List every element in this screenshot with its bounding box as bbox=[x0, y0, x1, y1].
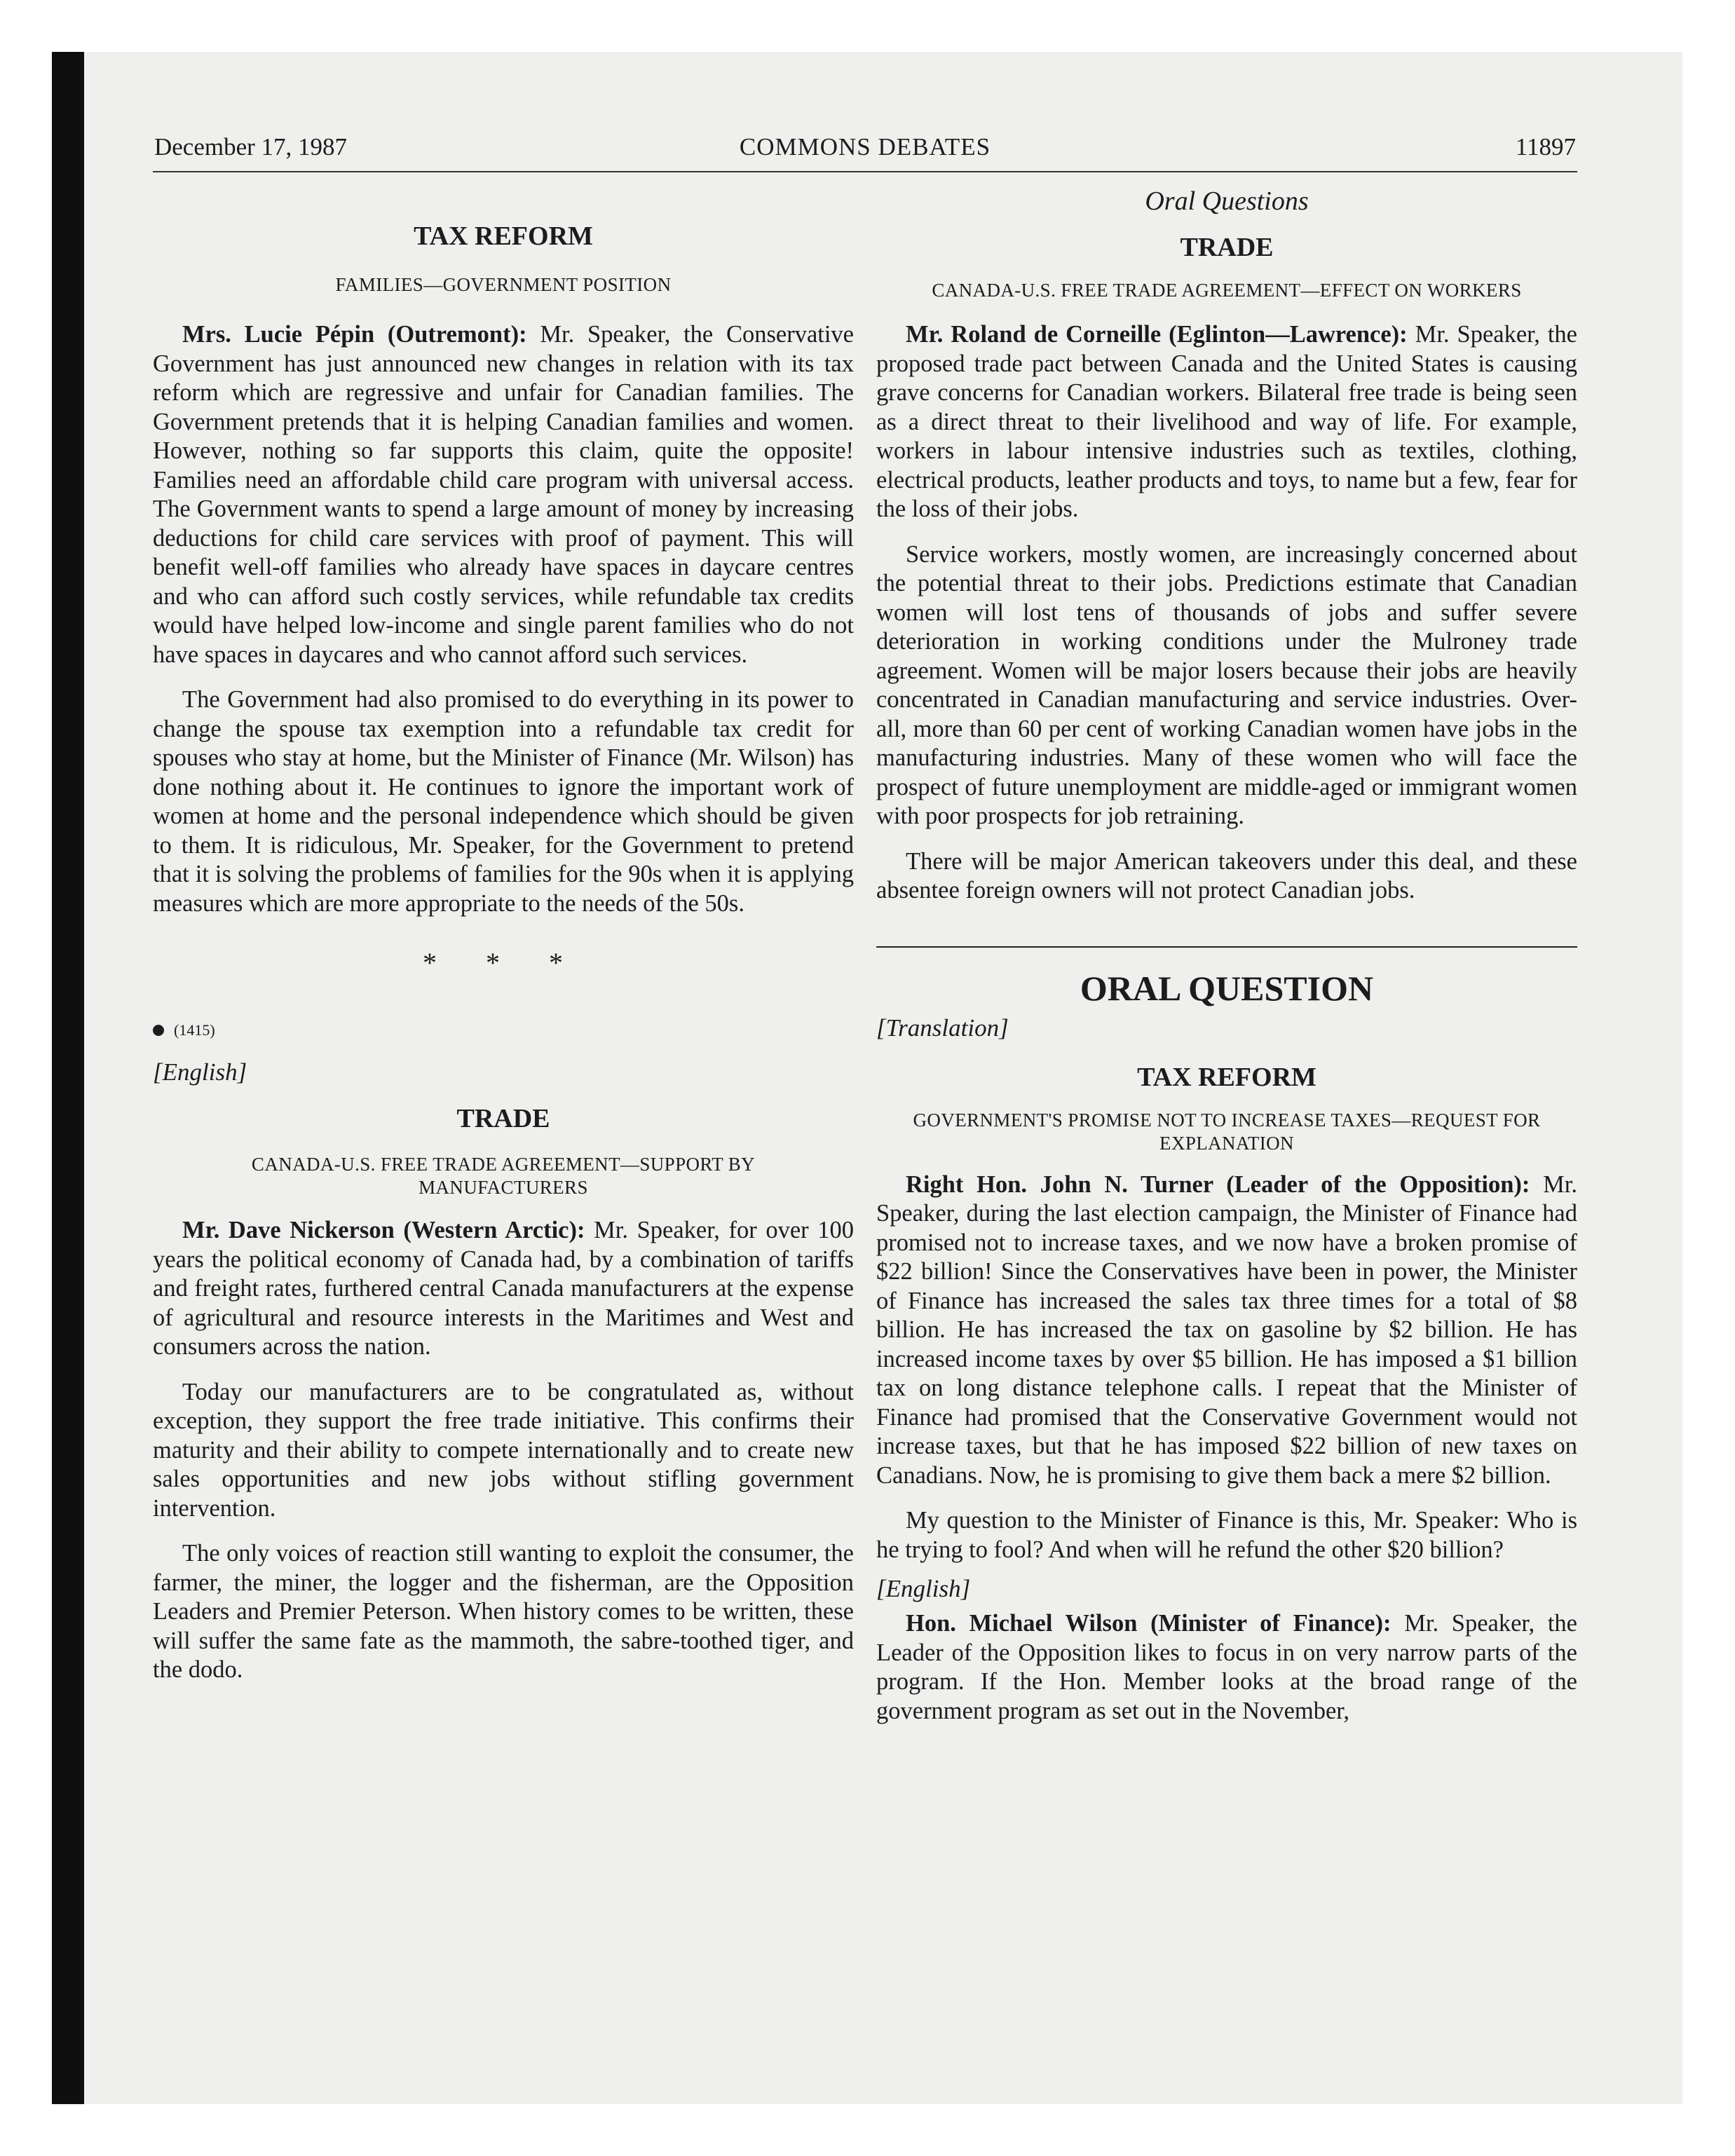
speech-paragraph bbox=[153, 320, 854, 669]
binding-edge bbox=[52, 52, 84, 2104]
speaker-name: Hon. Michael Wilson (Minister of Finance): bbox=[906, 1610, 1392, 1637]
section-topic: TRADE bbox=[1180, 233, 1274, 262]
section-subtopic: GOVERNMENT'S PROMISE NOT TO INCREASE TAXES—REQUEST FOR EXPLANATION bbox=[913, 1109, 1541, 1154]
speaker-name: Mrs. Lucie Pépin (Outremont): bbox=[182, 321, 527, 348]
speech-paragraph: The only voices of reaction still wanting to exploit the consumer, the farmer, the miner, the logger and the fisherman, are the Opposition Leaders and Premier Peterson. When history comes to be written, these will suffer the same fate as the mammoth, the sabre-toothed tiger, and the dodo. bbox=[153, 1540, 854, 1683]
speech-paragraph: There will be major American takeovers under this deal, and these absentee foreign owners will not protect Canadian jobs. bbox=[876, 847, 1577, 903]
language-marker: [Translation] bbox=[876, 1014, 1009, 1042]
oral-question-heading: ORAL QUESTION bbox=[1080, 968, 1374, 1008]
timestamp bbox=[153, 1021, 854, 1039]
speech-paragraph bbox=[876, 1609, 1577, 1726]
timestamp-text: (1415) bbox=[174, 1021, 215, 1039]
language-marker: [English] bbox=[153, 1058, 247, 1086]
section-separator: * * * bbox=[423, 947, 584, 978]
speech-paragraph: Today our manufacturers are to be congratulated as, without exception, they support the free trade initiative. This confirms their maturity and their ability to compete internationally and to create new sales opportunities and new jobs without stifling government intervention. bbox=[153, 1378, 854, 1522]
header-title: COMMONS DEBATES bbox=[739, 133, 991, 161]
language-marker: [English] bbox=[876, 1575, 971, 1602]
running-head: Oral Questions bbox=[1145, 186, 1309, 216]
header-page-number: 11897 bbox=[1515, 133, 1576, 161]
section-subtopic: CANADA-U.S. FREE TRADE AGREEMENT—SUPPORT BY MANUFACTURERS bbox=[251, 1154, 756, 1198]
speech-paragraph bbox=[876, 320, 1577, 524]
speech-paragraph bbox=[876, 1171, 1577, 1491]
section-subtopic: FAMILIES—GOVERNMENT POSITION bbox=[335, 274, 672, 295]
bullet-icon bbox=[153, 1025, 164, 1036]
speech-paragraph: Service workers, mostly women, are increasingly concerned about the potential threat to their jobs. Predictions estimate that Canadian women will lost tens of thousands of jobs and suffer severe deterioration in working conditions under the Mulroney trade agreement. Women will be major losers because their jobs are heavily concentrated in Canadian manufacturing and service industries. Over-all, more than 60 per cent of working Canadian women have jobs in the manufacturing industries. Many of these women who will face the prospect of future unemployment are middle-aged or immigrant women with poor prospects for job retraining. bbox=[876, 540, 1577, 829]
page-header bbox=[153, 129, 1577, 172]
header-date: December 17, 1987 bbox=[154, 133, 348, 161]
speech-text: Mr. Speaker, the Leader of the Opposition likes to focus in on very narrow parts of the program. If the Hon. Member looks at the broad range of the government program as set out in the November, bbox=[876, 1610, 1577, 1724]
section-subtopic: CANADA-U.S. FREE TRADE AGREEMENT—EFFECT ON WORKERS bbox=[932, 280, 1522, 301]
section-topic: TAX REFORM bbox=[1137, 1062, 1316, 1092]
speech-text: Mr. Speaker, for over 100 years the political economy of Canada had, by a combination of tariffs and freight rates, furthered central Canada manufacturers at the expense of agricultural and resource interests in the Maritimes and West and consumers across the nation. bbox=[153, 1217, 855, 1360]
speaker-name: Mr. Roland de Corneille (Eglinton—Lawrence): bbox=[906, 321, 1408, 348]
speech-text: Mr. Speaker, during the last election campaign, the Minister of Finance had promised not to increase taxes, and we now have a broken promise of $22 billion! Since the Conservatives have been in power, the Minister of Finance has increased the sales tax three times for a total of $8 billion. He has increased the tax on gasoline by $2 billion. He has increased income taxes by over $5 billion. He has imposed a $1 billion tax on long distance telephone calls. I repeat that the Minister of Finance had promised that the Conservative Government would not increase taxes, but that he has imposed $22 billion of new taxes on Canadians. Now, he is promising to give them back a mere $2 billion. bbox=[876, 1171, 1578, 1489]
speech-text: Mr. Speaker, the Conservative Government has just announced new changes in relation with its tax reform which are regressive and unfair for Canadian families. The Government pretends that it is helping Canadian families and women. However, nothing so far supports this claim, quite the opposite! Families need an affordable child care program with universal access. The Government wants to spend a large amount of money by increasing deductions for child care services with proof of payment. This will benefit well-off families who already have spaces in daycare centres and who can afford such costly services, while refundable tax credits would have helped low-income and single parent families who do not have spaces in daycares and who cannot afford such services. bbox=[153, 321, 854, 668]
speech-paragraph: The Government had also promised to do everything in its power to change the spouse tax exemption into a refundable tax credit for spouses who stay at home, but the Minister of Finance (Mr. Wilson) has done nothing about it. He continues to ignore the important work of women at home and the personal independence which should be given to them. It is ridiculous, Mr. Speaker, for the Government to pretend that it is solving the problems of families for the 90s when it is applying measures which are more appropriate to the needs of the 50s. bbox=[153, 686, 854, 917]
speech-paragraph: My question to the Minister of Finance is this, Mr. Speaker: Who is he trying to fool? And when will he refund the other $20 billion? bbox=[876, 1507, 1577, 1563]
speech-paragraph bbox=[153, 1216, 854, 1362]
section-topic: TRADE bbox=[456, 1104, 550, 1133]
section-topic: TAX REFORM bbox=[414, 221, 593, 251]
speech-text: Mr. Speaker, the proposed trade pact between Canada and the United States is causing grave concerns for Canadian workers. Bilateral free trade is being seen as a direct threat to their livelihood and way of life. For example, workers in labour intensive industries such as textiles, clothing, electrical products, leather products and toys, to name but a few, fear for the loss of their jobs. bbox=[876, 321, 1577, 522]
speaker-name: Right Hon. John N. Turner (Leader of the Opposition): bbox=[906, 1171, 1530, 1198]
left-column bbox=[153, 186, 854, 1685]
speaker-name: Mr. Dave Nickerson (Western Arctic): bbox=[182, 1217, 585, 1243]
right-column bbox=[876, 186, 1577, 1726]
